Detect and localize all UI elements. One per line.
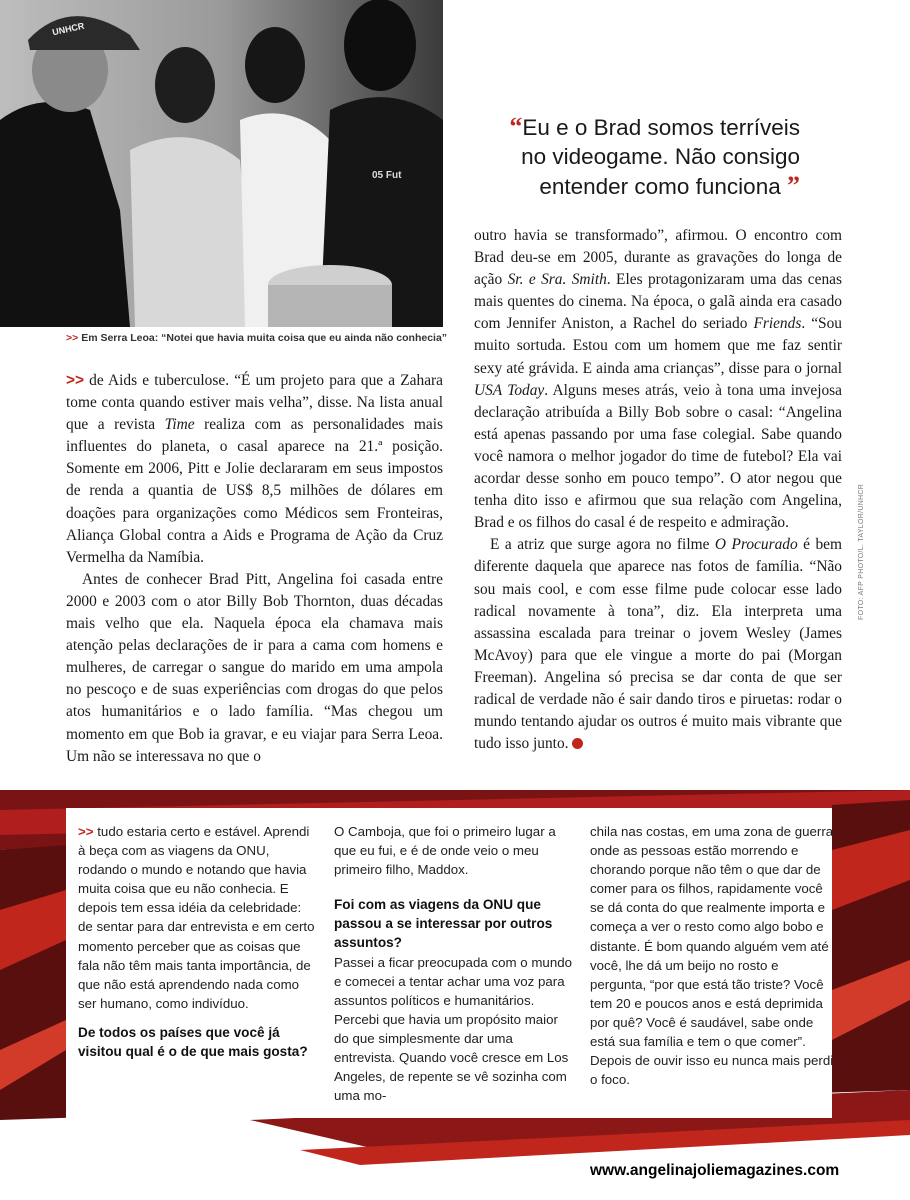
pullquote-line-3: entender como funciona — [539, 174, 781, 199]
interview-column-3 — [590, 822, 834, 1089]
end-mark-icon — [572, 738, 583, 749]
article-paragraph — [474, 534, 842, 755]
continue-marker: >> — [78, 824, 94, 839]
text-run: tudo estaria certo e estável. Aprendi à beça com as viagens da ONU, rodando o mundo e notando que havia muita coisa que eu não conhecia. E depois tem essa idéia da celebridade: de sentar para dar entrevista e em certo momento perceber que as coisas que fala não têm mais tanta importância, de que não está aprendendo nada como ser humano, como indivíduo. — [78, 824, 315, 1011]
interview-question: De todos os países que você já visitou qual é o de que mais gosta? — [78, 1024, 308, 1060]
open-quote-mark: “ — [509, 112, 523, 141]
movie-title: O Procurado — [714, 536, 798, 554]
series-title: Friends — [753, 315, 802, 333]
website-url: www.angelinajoliemagazines.com — [590, 1162, 840, 1179]
movie-title: Sr. e Sra. Smith — [507, 271, 607, 289]
magazine-title: Time — [164, 416, 195, 434]
pullquote-line-2: no videogame. Não consigo — [521, 144, 800, 169]
text-run: realiza com as personalidades mais influentes do planeta, o casal aparece na 21.ª posição. Somente em 2006, Pitt e Jolie declararam em seus impostos de renda a quantia de US$ 8,5 milhões de dólares em doações para organizações como Médicos sem Fronteiras, Aliança Global contra a Aids e Programa de Ação da Cruz Vermelha da Namíbia. — [66, 416, 443, 566]
text-run: é bem diferente daquela que aparece nas fotos de família. “Não sou mais cool, e com esse filme pude colocar esse lado radical novamente à tona”, diz. Ela interpreta uma assassina escalada para treinar o jovem Wesley (James McAvoy) para que ele vingue a morte do pai (Morgan Freeman). Angelina só precisa se dar conta de que ser radical de verdade não é sair dando tiros e piruetas: rodar o mundo tentando ajudar os outros é muito mais vibrante que tudo isso junto. — [474, 536, 842, 753]
interview-answer: Passei a ficar preocupada com o mundo e comecei a tentar achar uma voz para assuntos políticos e humanitários. Percebi que havia um propósito maior do que simplesmente dar uma entrevista. Quando você cresce em Los Angeles, de repente se vê sozinha com uma mo- — [334, 954, 572, 1104]
text-run: de Aids e tuberculose. “É um projeto para que a Zahara tome conta quando estiver mais velha”, disse. Na lista anual que a revista — [66, 372, 443, 434]
caption-text: Em Serra Leoa: “Notei que havia muita coisa que eu ainda não conhecia” — [81, 332, 448, 344]
interview-column-1 — [78, 822, 316, 1061]
pullquote-line-1: Eu e o Brad somos terríveis — [522, 115, 800, 140]
interview-answer: O Camboja, que foi o primeiro lugar a que eu fui, e é de onde veio o meu primeiro filho, Maddox. — [334, 824, 556, 878]
article-photo — [0, 0, 443, 327]
caption-marker: >> — [66, 332, 79, 344]
article-paragraph — [66, 370, 443, 569]
shirt-label: 05 Fut — [372, 170, 402, 181]
interview-question: Foi com as viagens da ONU que passou a se interessar por outros assuntos? — [334, 897, 553, 951]
text-run: . Eles protagonizaram uma das cenas mais quentes do cinema. Na época, o galã ainda era casado com Jennifer Aniston, a Rachel do seriado — [474, 271, 842, 333]
close-quote-mark: ” — [787, 171, 800, 200]
photo-caption — [66, 332, 446, 344]
article-column-1 — [66, 370, 443, 768]
photo-illustration — [0, 0, 443, 327]
article-paragraph: Antes de conhecer Brad Pitt, Angelina foi casada entre 2000 e 2003 com o ator Billy Bob Thornton, duas décadas mais velho que ela. Naquela época ela chamava mais atenção pelas declarações de ir para a cama com homens e mulheres, de carregar o sangue do marido em uma ampola no pescoço e de suas experiências com drogas do que pelos atos humanitários e o lado família. “Mas chegou um momento em que Bob ia gravar, e eu viajar para Serra Leoa. Um não se interessava no que o — [66, 570, 443, 765]
newspaper-title: USA Today — [474, 381, 545, 399]
text-run: E a atriz que surge agora no filme — [490, 536, 715, 554]
article-column-2 — [474, 225, 842, 755]
interview-answer — [78, 822, 316, 1013]
interview-answer: chila nas costas, em uma zona de guerra onde as pessoas estão morrendo e chorando porque não têm o que dar de comer para os filhos, rapidamente você se dá conta do que realmente importa e começa a ver o resto como algo bobo e distante. É bom quando alguém vem até você, lhe dá um beijo no rosto e pergunta, “por que está tão triste? Você tem 20 e poucos anos e está deprimida por quê? Você é saudável, sabe onde está sua família e tem o que comer”. Depois de ouvir isso eu nunca mais perdi o foco. — [590, 824, 834, 1088]
continue-marker: >> — [66, 372, 84, 389]
photo-credit: FOTO: AFP PHOTO/L. TAYLOR/UNHCR — [858, 483, 865, 620]
text-run: . “Sou muito sortuda. Estou com um homem que me faz sentir sexy até grávida. E ainda ama crianças”, disse para o jornal — [474, 315, 842, 377]
cap-label: UNHCR — [51, 20, 86, 38]
text-run: . Alguns meses atrás, veio à tona uma invejosa declaração atribuída a Billy Bob sobre o casal: “Angelina está apenas passando por uma fase colegial. Sabe quando você namora o melhor jogador do time de futebol? Ela vai acordar desse sonho em pouco tempo”. O ator negou que tenha dito isso e afirmou que sua relação com Angelina, Brad e os filhos do casal é de respeito e admiração. — [474, 381, 842, 532]
article-paragraph — [474, 225, 842, 534]
pull-quote — [470, 112, 800, 201]
text-run: outro havia se transformado”, afirmou. O encontro com Brad deu-se em 2005, durante as gravações do longa de ação — [474, 227, 842, 289]
interview-column-2 — [334, 822, 574, 1105]
